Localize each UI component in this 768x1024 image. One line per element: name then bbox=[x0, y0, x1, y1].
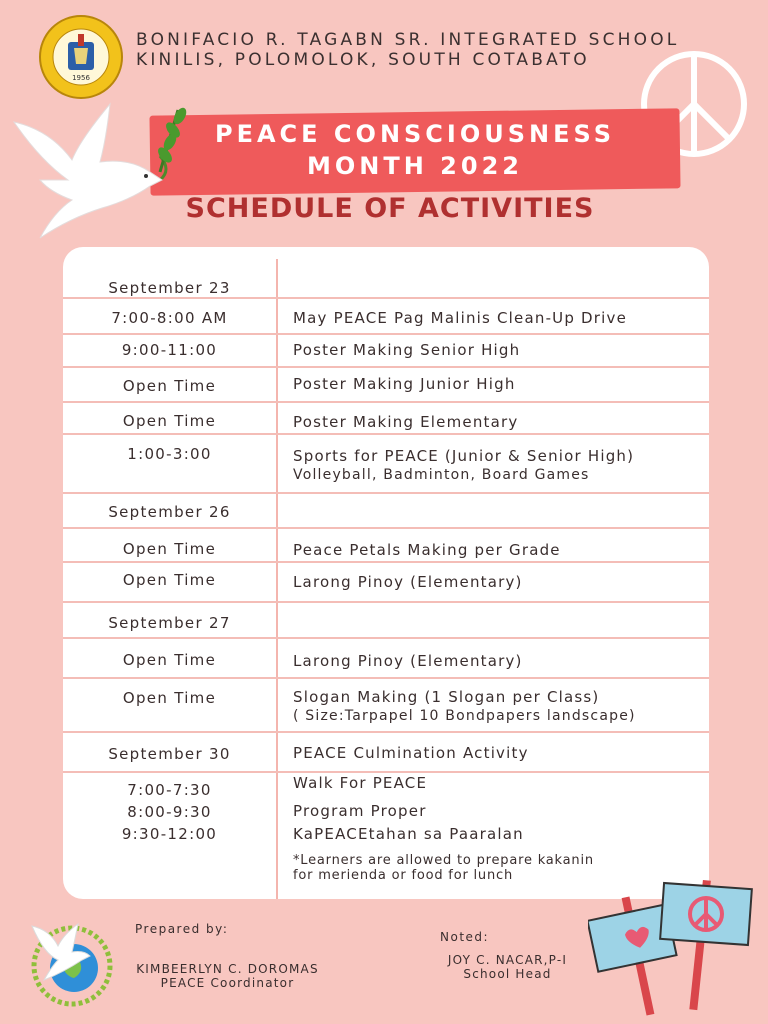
school-location: KINILIS, POLOMOLOK, SOUTH COTABATO bbox=[136, 50, 590, 70]
note-line: *Learners are allowed to prepare kakanin bbox=[293, 853, 594, 868]
time-cell: 7:00-7:30 bbox=[127, 781, 212, 799]
table-divider bbox=[63, 637, 709, 639]
school-logo bbox=[38, 14, 124, 100]
activity-cell: Program Proper bbox=[293, 802, 427, 820]
peace-globe-logo bbox=[24, 916, 120, 1008]
activity-cell: Walk For PEACE bbox=[293, 774, 428, 792]
logo-year: 1956 bbox=[72, 74, 90, 82]
time-cell: Open Time bbox=[122, 412, 217, 430]
activity-cell: Larong Pinoy (Elementary) bbox=[293, 652, 523, 670]
activity-cell: Larong Pinoy (Elementary) bbox=[293, 573, 523, 591]
noted-role: School Head bbox=[463, 967, 552, 981]
time-cell: Open Time bbox=[122, 689, 217, 707]
time-cell: 9:30-12:00 bbox=[121, 825, 218, 843]
schedule-table bbox=[63, 247, 709, 899]
activity-cell: Poster Making Junior High bbox=[293, 375, 516, 393]
table-divider bbox=[63, 771, 709, 773]
noted-signature bbox=[425, 953, 590, 981]
date-heading: September 26 bbox=[108, 503, 231, 521]
activity-text: Sports for PEACE (Junior & Senior High) bbox=[293, 447, 635, 465]
activity-cell: Peace Petals Making per Grade bbox=[293, 541, 561, 559]
time-cell: Open Time bbox=[122, 377, 217, 395]
table-divider bbox=[63, 561, 709, 563]
time-cell: 1:00-3:00 bbox=[127, 445, 212, 463]
table-divider bbox=[63, 333, 709, 335]
date-heading: September 30 bbox=[108, 745, 231, 763]
table-divider bbox=[63, 601, 709, 603]
time-cell: 8:00-9:30 bbox=[127, 803, 212, 821]
table-divider bbox=[63, 527, 709, 529]
dove-icon bbox=[10, 100, 210, 250]
table-divider bbox=[63, 731, 709, 733]
protest-signs-icon bbox=[588, 876, 758, 1016]
title-banner-text bbox=[150, 118, 680, 182]
school-name: BONIFACIO R. TAGABN SR. INTEGRATED SCHOOL bbox=[136, 30, 680, 50]
table-divider bbox=[63, 492, 709, 494]
activity-cell: PEACE Culmination Activity bbox=[293, 744, 529, 762]
table-divider bbox=[63, 297, 709, 299]
noted-label: Noted: bbox=[440, 930, 490, 944]
activity-cell: May PEACE Pag Malinis Clean-Up Drive bbox=[293, 309, 628, 327]
time-cell: 7:00-8:00 AM bbox=[111, 309, 228, 327]
schedule-note bbox=[293, 853, 594, 883]
table-divider bbox=[63, 677, 709, 679]
date-heading: September 23 bbox=[108, 279, 231, 297]
school-header bbox=[136, 30, 679, 70]
activity-cell: KaPEACEtahan sa Paaralan bbox=[293, 825, 524, 843]
prepared-name: KIMBEERLYN C. DOROMAS bbox=[136, 962, 319, 976]
schedule-title: SCHEDULE OF ACTIVITIES bbox=[185, 193, 595, 224]
activity-cell bbox=[293, 688, 636, 726]
table-divider bbox=[63, 433, 709, 435]
date-heading: September 27 bbox=[108, 614, 231, 632]
prepared-by-label: Prepared by: bbox=[135, 922, 229, 936]
activity-detail: Volleyball, Badminton, Board Games bbox=[293, 467, 590, 483]
table-divider bbox=[63, 366, 709, 368]
column-divider bbox=[276, 259, 278, 899]
time-cell: Open Time bbox=[122, 571, 217, 589]
prepared-by-signature bbox=[130, 962, 325, 990]
activity-cell: Poster Making Senior High bbox=[293, 341, 521, 359]
prepared-role: PEACE Coordinator bbox=[160, 976, 295, 990]
table-divider bbox=[63, 401, 709, 403]
time-cell: Open Time bbox=[122, 651, 217, 669]
title-line-1: PEACE CONSCIOUSNESS bbox=[215, 120, 615, 148]
time-cell: Open Time bbox=[122, 540, 217, 558]
note-line: for merienda or food for lunch bbox=[293, 868, 513, 883]
activity-text: Slogan Making (1 Slogan per Class) bbox=[293, 688, 600, 706]
title-line-2: MONTH 2022 bbox=[307, 152, 523, 180]
activity-cell: Poster Making Elementary bbox=[293, 413, 519, 431]
activity-cell bbox=[293, 447, 634, 485]
activity-detail: ( Size:Tarpapel 10 Bondpapers landscape) bbox=[293, 708, 636, 724]
noted-name: JOY C. NACAR,P-I bbox=[447, 953, 568, 967]
time-cell: 9:00-11:00 bbox=[121, 341, 218, 359]
